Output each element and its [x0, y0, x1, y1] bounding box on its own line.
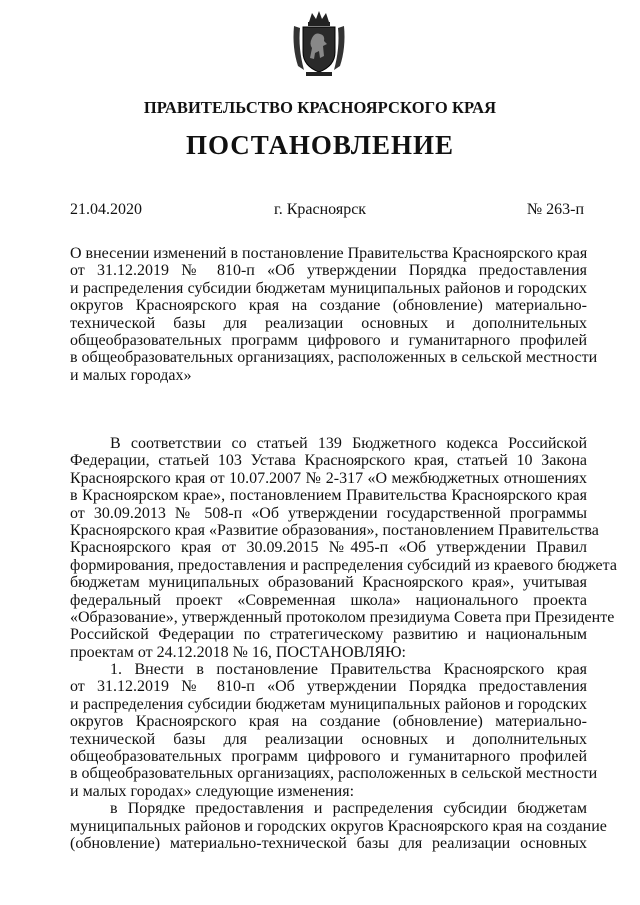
body-line: в Красноярском крае», постановлением Правительства Красноярского края — [70, 487, 587, 505]
body-line: общеобразовательных программ цифрового и гуманитарного профилей — [70, 748, 587, 766]
body-line: проектам от 24.12.2018 № 16, ПОСТАНОВЛЯЮ: — [70, 643, 406, 661]
body-line: в общеобразовательных организациях, расположенных в сельской местности — [70, 765, 598, 783]
document-subject — [70, 245, 598, 384]
body-line: формирования, предоставления и распределения субсидий из краевого бюджета — [70, 556, 617, 574]
document-date: 21.04.2020 — [70, 201, 142, 218]
subject-line: общеобразовательных программ цифрового и гуманитарного профилей — [70, 331, 587, 349]
subject-line: О внесении изменений в постановление Правительства Красноярского края — [70, 245, 588, 262]
body-line: Красноярского края «Развитие образования», постановлением Правительства — [70, 521, 599, 539]
body-line: 1. Внести в постановление Правительства Красноярского края — [110, 661, 587, 679]
body-line: Красноярского края от 10.07.2007 № 2-317 «О межбюджетных отношениях — [70, 469, 587, 487]
body-line: «Образование», утвержденный протоколом президиума Совета при Президенте — [70, 608, 615, 626]
body-line: в Порядке предоставления и распределения субсидии бюджетам — [110, 800, 587, 818]
document-number: № 263-п — [526, 201, 584, 218]
document-type-title: ПОСТАНОВЛЕНИЕ — [185, 130, 455, 160]
subject-line: и малых городах» — [70, 366, 192, 384]
document-body — [70, 435, 617, 852]
subject-line: округов Красноярского края на создание (обновление) материально- — [70, 297, 587, 315]
body-line: округов Красноярского края на создание (обновление) материально- — [70, 713, 587, 731]
coat-of-arms-icon — [290, 8, 348, 78]
body-line: муниципальных районов и городских округов Красноярского края на создание — [70, 817, 607, 835]
body-line: Федерации, статьей 103 Устава Красноярского края, статьей 10 Закона — [70, 452, 587, 470]
body-line: и малых городах» следующие изменения: — [70, 782, 355, 800]
subject-line: от 31.12.2019 № 810-п «Об утверждении Порядка предоставления — [70, 262, 587, 280]
government-name: ПРАВИТЕЛЬСТВО КРАСНОЯРСКОГО КРАЯ — [143, 98, 497, 117]
body-line: В соответствии со статьей 139 Бюджетного кодекса Российской — [110, 435, 587, 452]
body-line: (обновление) материально-технической базы для реализации основных — [70, 834, 587, 852]
body-line: федеральный проект «Современная школа» национального проекта — [70, 591, 587, 609]
body-line: Красноярского края от 30.09.2015 №495-п «Об утверждении Правил — [70, 539, 587, 557]
subject-line: в общеобразовательных организациях, расположенных в сельской местности — [70, 349, 598, 367]
body-line: Российской Федерации по стратегическому развитию и национальным — [70, 626, 587, 644]
body-line: и распределения субсидии бюджетам муниципальных районов и городских — [70, 695, 587, 713]
body-line: от 31.12.2019 № 810-п «Об утверждении Порядка предоставления — [70, 678, 587, 696]
subject-line: и распределения субсидии бюджетам муниципальных районов и городских — [70, 279, 587, 297]
body-line: технической базы для реализации основных и дополнительных — [70, 730, 587, 748]
subject-line: технической базы для реализации основных и дополнительных — [70, 314, 587, 332]
body-line: бюджетам муниципальных образований Красноярского края», учитывая — [70, 574, 587, 592]
document-city: г. Красноярск — [273, 201, 367, 218]
body-line: от 30.09.2013 № 508-п «Об утверждении государственной программы — [70, 504, 587, 522]
